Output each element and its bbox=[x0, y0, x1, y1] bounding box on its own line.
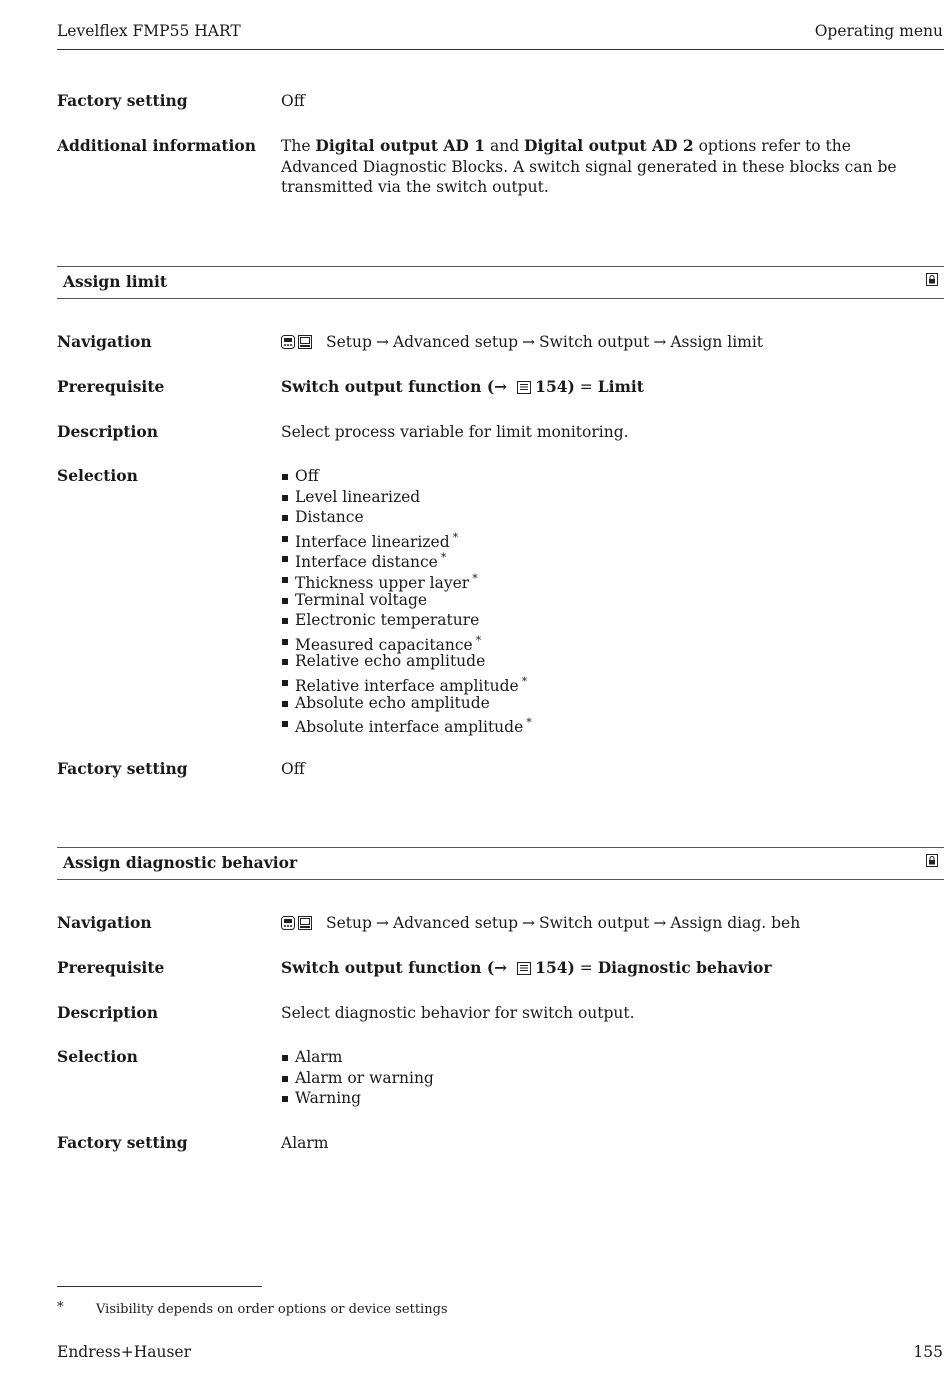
footnote-marker: * bbox=[521, 674, 528, 688]
section-header-assign-limit bbox=[57, 266, 944, 299]
lock-icon bbox=[926, 854, 938, 867]
list-item: Off bbox=[281, 466, 532, 487]
selection-label: Selection bbox=[57, 466, 138, 485]
list-item: Absolute interface amplitude * bbox=[281, 713, 532, 734]
navigation-path: Setup → Advanced setup → Switch output → Assign limit bbox=[281, 332, 763, 353]
section-header-assign-diagnostic-behavior bbox=[57, 847, 944, 880]
onsite-display-icon bbox=[281, 916, 295, 930]
selection-list bbox=[281, 1047, 434, 1109]
prerequisite-label: Prerequisite bbox=[57, 377, 165, 396]
list-item: Alarm or warning bbox=[281, 1068, 434, 1089]
factory-setting-value: Alarm bbox=[281, 1134, 329, 1152]
list-item: Level linearized bbox=[281, 487, 532, 508]
footnote-text: Visibility depends on order options or device settings bbox=[96, 1302, 448, 1317]
onsite-display-icon bbox=[281, 335, 295, 349]
arrow-icon: → bbox=[375, 914, 389, 932]
description-text: Select diagnostic behavior for switch output. bbox=[281, 1004, 635, 1022]
additional-information-label: Additional information bbox=[57, 136, 257, 155]
factory-setting-value: Off bbox=[281, 760, 305, 778]
page-reference-icon[interactable] bbox=[517, 381, 531, 394]
list-item: Relative echo amplitude bbox=[281, 651, 532, 672]
header-rule bbox=[57, 49, 944, 50]
prerequisite-value: Switch output function (→ 154) = Diagnostic behavior bbox=[281, 958, 772, 977]
arrow-icon: → bbox=[653, 333, 667, 351]
operating-tool-icon bbox=[298, 335, 312, 349]
arrow-icon: → bbox=[653, 914, 667, 932]
footnote-marker: * bbox=[526, 716, 532, 730]
digital-output-ad1: Digital output AD 1 bbox=[315, 136, 486, 155]
factory-setting-label: Factory setting bbox=[57, 759, 188, 778]
digital-output-ad2: Digital output AD 2 bbox=[524, 136, 694, 155]
list-item: Thickness upper layer * bbox=[281, 569, 532, 590]
additional-information-text: The Digital output AD 1 and Digital output AD 2 options refer to the Advanced Diagnostic Blocks. A switch signal generated in these blocks can be transmitted via the switch output. bbox=[281, 136, 897, 196]
header-chapter: Operating menu bbox=[814, 22, 943, 40]
section-title: Assign diagnostic behavior bbox=[63, 853, 298, 872]
page-reference-number[interactable]: 154 bbox=[535, 377, 568, 396]
footer-company: Endress+Hauser bbox=[57, 1343, 191, 1361]
factory-setting-value: Off bbox=[281, 92, 305, 110]
lock-icon bbox=[926, 273, 938, 286]
navigation-path: Setup → Advanced setup → Switch output → Assign diag. beh bbox=[281, 913, 800, 934]
selection-list bbox=[281, 466, 532, 737]
footnote-marker: * bbox=[472, 571, 478, 585]
list-item: Distance bbox=[281, 507, 532, 528]
arrow-icon: → bbox=[522, 914, 535, 932]
arrow-icon: → bbox=[522, 333, 535, 351]
list-item: Electronic temperature bbox=[281, 610, 532, 631]
footnote-marker: * bbox=[475, 633, 482, 647]
list-item: Alarm bbox=[281, 1047, 434, 1068]
arrow-icon: → bbox=[494, 377, 508, 396]
page-number: 155 bbox=[913, 1343, 943, 1361]
footnote-rule bbox=[57, 1286, 262, 1287]
footnote-marker: * bbox=[452, 530, 459, 544]
header-product: Levelflex FMP55 HART bbox=[57, 22, 241, 40]
operating-tool-icon bbox=[298, 916, 312, 930]
list-item: Warning bbox=[281, 1088, 434, 1109]
arrow-icon: → bbox=[494, 958, 508, 977]
factory-setting-label: Factory setting bbox=[57, 1133, 188, 1152]
page-reference-number[interactable]: 154 bbox=[535, 958, 568, 977]
list-item: Interface linearized * bbox=[281, 528, 532, 549]
navigation-label: Navigation bbox=[57, 332, 152, 351]
list-item: Interface distance * bbox=[281, 548, 532, 569]
list-item: Measured capacitance * bbox=[281, 631, 532, 652]
list-item: Terminal voltage bbox=[281, 590, 532, 611]
section-title: Assign limit bbox=[63, 272, 168, 291]
footnote-marker: * bbox=[57, 1300, 64, 1315]
factory-setting-label: Factory setting bbox=[57, 91, 188, 110]
footnote-marker: * bbox=[440, 551, 447, 565]
description-text: Select process variable for limit monitoring. bbox=[281, 423, 629, 441]
prerequisite-label: Prerequisite bbox=[57, 958, 165, 977]
list-item: Absolute echo amplitude bbox=[281, 693, 532, 714]
selection-label: Selection bbox=[57, 1047, 138, 1066]
description-label: Description bbox=[57, 422, 159, 441]
page-reference-icon[interactable] bbox=[517, 962, 531, 975]
list-item: Relative interface amplitude * bbox=[281, 672, 532, 693]
description-label: Description bbox=[57, 1003, 159, 1022]
navigation-label: Navigation bbox=[57, 913, 152, 932]
arrow-icon: → bbox=[375, 333, 389, 351]
prerequisite-value: Switch output function (→ 154) = Limit bbox=[281, 377, 644, 396]
